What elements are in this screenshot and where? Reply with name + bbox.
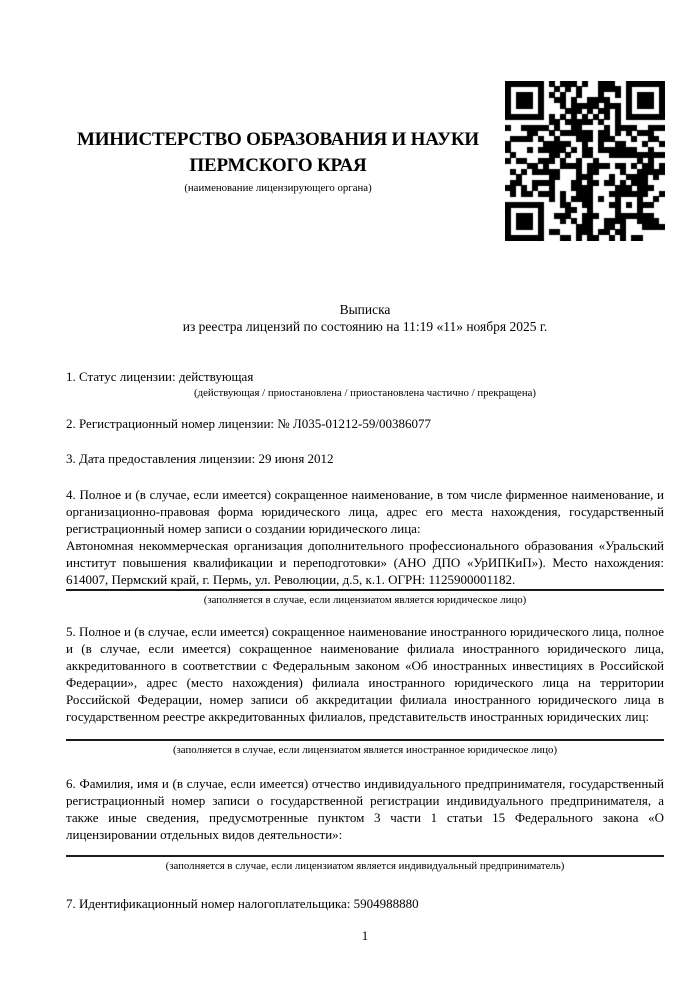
section-4-underline [66, 589, 664, 591]
page-number: 1 [361, 928, 369, 943]
section-3-license-date [66, 450, 664, 467]
licensing-authority-header [66, 127, 490, 195]
section-6-question: 6. Фамилия, имя и (в случае, если имеется) отчество индивидуального предпринимателя, государственный регистрационный номер записи о государственной регистрации индивидуального предпринимателя, а также иные сведения, предусмотренные пунктом 3 части 1 статьи 15 Федерального закона «О лицензировании отдельных видов деятельности»: [66, 776, 664, 842]
document-title [66, 301, 664, 335]
section-5-caption: (заполняется в случае, если лицензиатом является иностранное юридическое лицо) [172, 744, 558, 756]
section-7-taxpayer-id [66, 895, 664, 912]
qr-code-icon [505, 81, 665, 241]
section-6-caption: (заполняется в случае, если лицензиатом является индивидуальный предприниматель) [165, 860, 565, 872]
section-6-caption-row [66, 860, 664, 873]
section-2-registration-number [66, 415, 664, 432]
document-title-line2: из реестра лицензий по состоянию на 11:19 «11» ноября 2025 г. [182, 319, 548, 334]
section-6-individual-entrepreneur [66, 775, 664, 843]
section-4-legal-entity [66, 486, 664, 588]
ministry-name-line2: ПЕРМСКОГО КРАЯ [189, 155, 367, 176]
ministry-caption: (наименование лицензирующего органа) [184, 182, 372, 194]
section-5-question: 5. Полное и (в случае, если имеется) сокращенное наименование иностранного юридического лица, полное и (в случае, если имеется) сокращенное наименование филиала иностранного юридического лица, аккредитованного в соответствии с Федеральным законом «Об иностранных инвестициях в Российской Федерации», адрес (место нахождения) филиала иностранного юридического лица на территории Российской Федерации, номер записи об аккредитации филиала иностранного юридического лица в государственном реестре аккредитованных филиалов, представительств иностранных юридических лиц: [66, 624, 664, 724]
section-3-text: 3. Дата предоставления лицензии: 29 июня 2012 [66, 451, 334, 466]
section-4-caption: (заполняется в случае, если лицензиатом является юридическое лицо) [203, 594, 527, 606]
section-5-caption-row [66, 744, 664, 757]
section-1-text: 1. Статус лицензии: действующая [66, 369, 254, 384]
section-4-caption-row [66, 594, 664, 607]
section-1-license-status [66, 368, 664, 400]
section-6-underline [66, 855, 664, 857]
section-5-foreign-entity [66, 623, 664, 725]
section-7-text: 7. Идентификационный номер налогоплательщика: 5904988880 [66, 896, 419, 911]
section-2-text: 2. Регистрационный номер лицензии: № Л035-01212-59/00386077 [66, 416, 432, 431]
section-5-underline [66, 739, 664, 741]
document-title-line1: Выписка [339, 302, 391, 317]
section-4-question: 4. Полное и (в случае, если имеется) сокращенное наименование, в том числе фирменное наименование, и организационно-правовая форма юридического лица, адрес его места нахождения, государственный регистрационный номер записи о создании юридического лица: [66, 487, 664, 536]
section-4-answer: Автономная некоммерческая организация дополнительного профессионального образования «Уральский институт повышения квалификации и переподготовки» (АНО ДПО «УрИПКиП»). Место нахождения: 614007, Пермский край, г. Пермь, ул. Революции, д.5, к.1. ОГРН: 1125900001182. [66, 538, 664, 587]
section-1-caption: (действующая / приостановлена / приостановлена частично / прекращена) [194, 387, 536, 399]
ministry-name-line1: МИНИСТЕРСТВО ОБРАЗОВАНИЯ И НАУКИ [76, 129, 480, 150]
